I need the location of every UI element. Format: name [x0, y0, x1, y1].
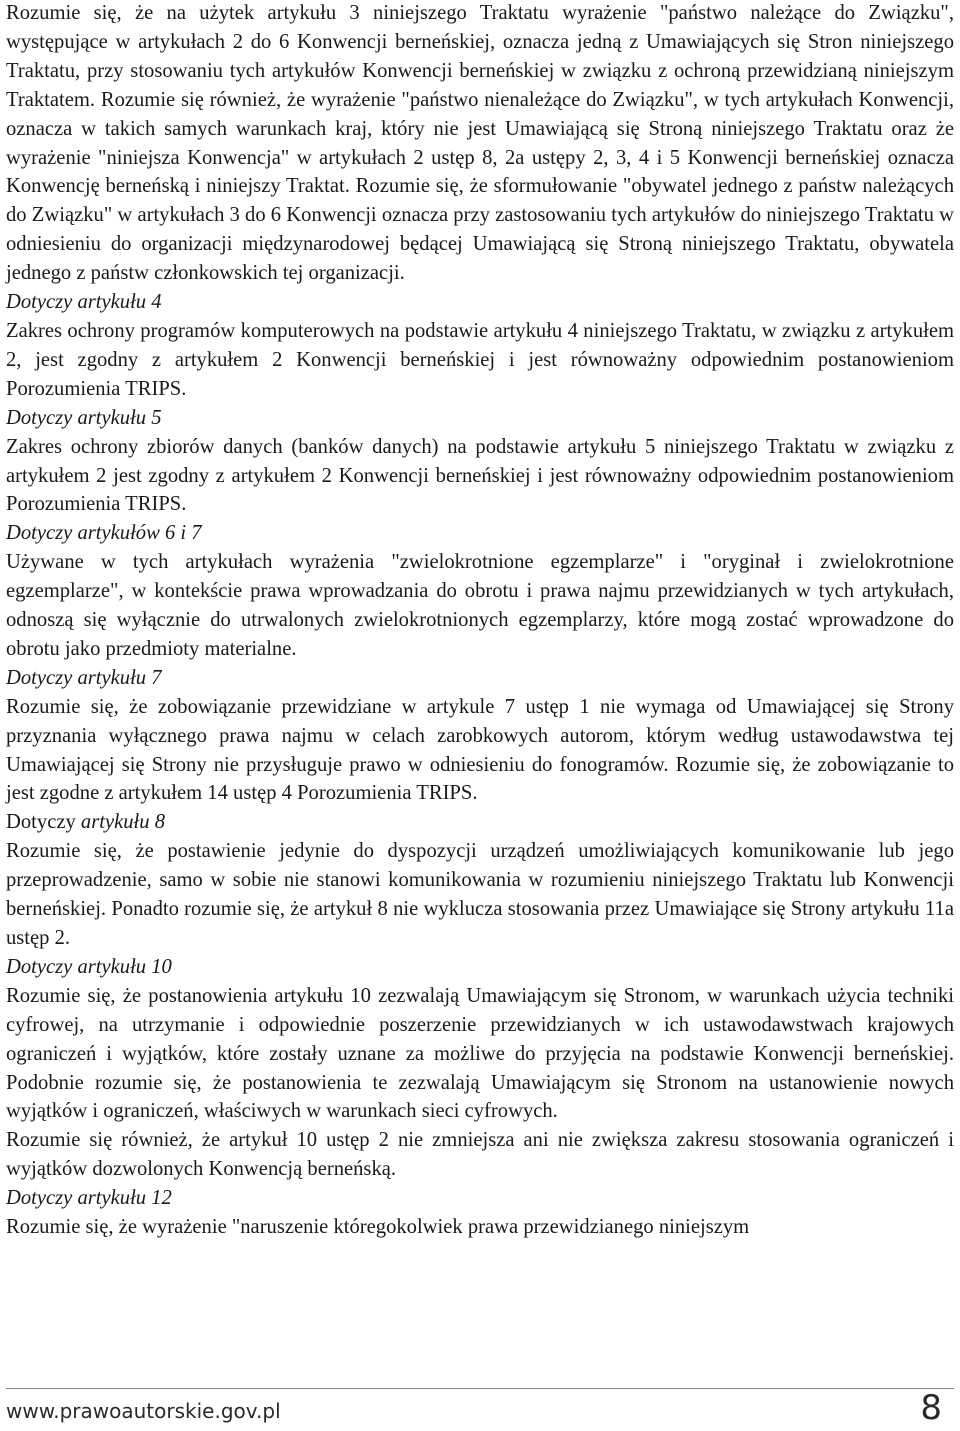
paragraph-article-10: Rozumie się, że postanowienia artykułu 10 zezwalają Umawiającym się Stronom, w warunkach użycia techniki cyfrowej, na utrzymanie i odpowiednie poszerzenie przewidzianych w ich ustawodawstwach krajowych ograniczeń i wyjątków, które zostały uznane za możliwe do przyjęcia na podstawie Konwencji berneńskiej. Podobnie rozumie się, że postanowienia te zezwalają Umawiającym się Stronom na ustanowienie nowych wyjątków i ograniczeń, właściwych w warunkach sieci cyfrowych.	[6, 984, 954, 1123]
paragraph-article-3-interpretation: Rozumie się, że na użytek artykułu 3 niniejszego Traktatu wyrażenie "państwo należące do Związku", występujące w artykułach 2 do 6 Konwencji berneńskiej, oznacza jedną z Umawiających się Stron niniejszego Traktatu, przy stosowaniu tych artykułów Konwencji berneńskiej w związku z ochroną przewidzianą niniejszym Traktatem. Rozumie się również, że wyrażenie "państwo nienależące do Związku", w tych artykułach Konwencji, oznacza w takich samych warunkach kraj, który nie jest Umawiającą się Stroną niniejszego Traktatu oraz że wyrażenie "niniejsza Konwencja" w artykułach 2 ustęp 8, 2a ustępy 2, 3, 4 i 5 Konwencji berneńskiej oznacza Konwencję berneńską i niniejszy Traktat. Rozumie się, że sformułowanie "obywatel jednego z państw należących do Związku" w artykułach 3 do 6 Konwencji oznacza przy zastosowaniu tych artykułów do niniejszego Traktatu w odniesieniu do organizacji międzynarodowej będącej Umawiającą się Stroną niniejszego Traktatu, obywatela jednego z państw członkowskich tej organizacji.	[6, 2, 954, 285]
footer-divider	[6, 1388, 954, 1389]
paragraph-articles-6-7: Używane w tych artykułach wyrażenia "zwielokrotnione egzemplarze" i "oryginał i zwielokrotnione egzemplarze", w kontekście prawa wprowadzania do obrotu i prawa najmu przewidzianych w tych artykułach, odnoszą się wyłącznie do utrwalonych zwielokrotnionych egzemplarzy, które mogą zostać wprowadzone do obrotu jako przedmioty materialne.	[6, 551, 954, 660]
footer-website-link[interactable]: www.prawoautorskie.gov.pl	[6, 1399, 281, 1423]
heading-article-8	[6, 808, 954, 837]
heading-article-10: Dotyczy artykułu 10	[6, 955, 172, 978]
heading-article-8-prefix: Dotyczy	[6, 811, 81, 834]
heading-article-4: Dotyczy artykułu 4	[6, 291, 162, 314]
paragraph-article-4: Zakres ochrony programów komputerowych na podstawie artykułu 4 niniejszego Traktatu, w związku z artykułem 2, jest zgodny z artykułem 2 Konwencji berneńskiej i jest równoważny odpowiednim postanowieniom Porozumienia TRIPS.	[6, 319, 954, 400]
heading-articles-6-7: Dotyczy artykułów 6 i 7	[6, 522, 202, 545]
paragraph-article-12: Rozumie się, że wyrażenie "naruszenie któregokolwiek prawa przewidzianego niniejszym	[6, 1216, 750, 1239]
document-page	[6, 0, 954, 1242]
heading-article-12: Dotyczy artykułu 12	[6, 1187, 172, 1210]
paragraph-article-7: Rozumie się, że zobowiązanie przewidziane w artykule 7 ustęp 1 nie wymaga od Umawiającej się Strony przyznania wyłącznego prawa najmu w celach zarobkowych autorom, którym według ustawodawstwa tej Umawiającej się Strony nie przysługuje prawo w odniesieniu do fonogramów. Rozumie się, że zobowiązanie to jest zgodne z artykułem 14 ustęp 4 Porozumienia TRIPS.	[6, 695, 954, 805]
heading-article-5: Dotyczy artykułu 5	[6, 406, 162, 429]
page-number: 8	[920, 1388, 942, 1428]
paragraph-article-5: Zakres ochrony zbiorów danych (banków danych) na podstawie artykułu 5 niniejszego Traktatu w związku z artykułem 2 jest zgodny z artykułem 2 Konwencji berneńskiej i jest równoważny odpowiednim postanowieniom Porozumienia TRIPS.	[6, 435, 954, 516]
paragraph-article-8: Rozumie się, że postawienie jedynie do dyspozycji urządzeń umożliwiających komunikowanie lub jego przeprowadzenie, samo w sobie nie stanowi komunikowania w rozumieniu niniejszego Traktatu lub Konwencji berneńskiej. Ponadto rozumie się, że artykuł 8 nie wyklucza stosowania przez Umawiające się Strony artykułu 11a ustęp 2.	[6, 840, 954, 949]
heading-article-7: Dotyczy artykułu 7	[6, 666, 162, 689]
paragraph-article-10-continued: Rozumie się również, że artykuł 10 ustęp 2 nie zmniejsza ani nie zwiększa zakresu stosowania ograniczeń i wyjątków dozwolonych Konwencją berneńską.	[6, 1129, 954, 1181]
heading-article-8-suffix: artykułu 8	[80, 811, 165, 834]
